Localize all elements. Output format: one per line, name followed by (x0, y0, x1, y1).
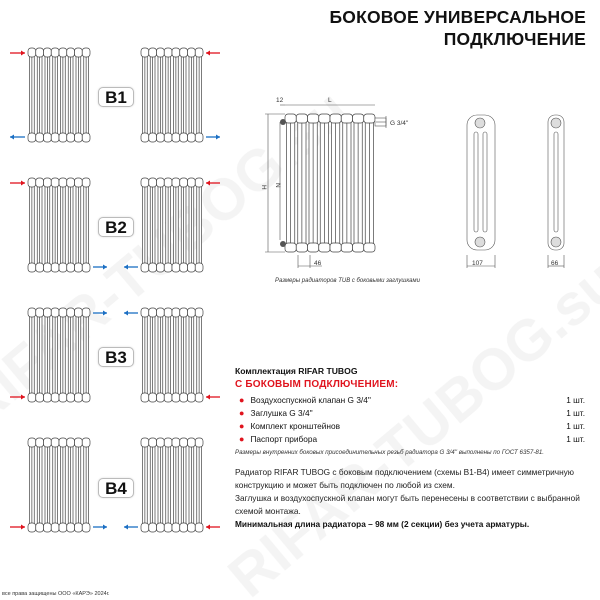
radiator-side-view-107 (467, 115, 495, 268)
description-p1: Радиатор RIFAR TUBOG с боковым подключением (схемы B1-B4) имеет симметричную конструкцию и может быть подключен по любой из схем. (235, 467, 575, 490)
radiator-side-view-66 (548, 115, 564, 268)
scheme-label-b3: B3 (98, 347, 134, 367)
supply-arrow-icon (206, 525, 220, 530)
return-arrow-icon (93, 311, 107, 316)
radiator-right-b4 (141, 438, 203, 532)
drawing-caption: Размеры радиаторов TUB с боковыми заглушками (275, 278, 420, 284)
plug-icon (280, 119, 286, 125)
radiator-right-b2 (141, 178, 203, 272)
scheme-label-b1: B1 (98, 87, 134, 107)
kit-item (235, 393, 585, 406)
scheme-label-b2: B2 (98, 217, 134, 237)
return-arrow-icon (93, 265, 107, 270)
kit-item-name: Заглушка G 3/4'' (250, 407, 313, 418)
dim-107: 107 (472, 260, 483, 267)
dim-46: 46 (314, 260, 322, 267)
dim-12: 12 (276, 97, 284, 104)
title-line-2: ПОДКЛЮЧЕНИЕ (443, 29, 586, 49)
dimension-drawing (240, 90, 600, 280)
bullet-icon: ● (239, 420, 245, 431)
description-p2: Заглушка и воздухоспускной клапан могут быть перенесены в соответствии с выбранной схемой монтажа. (235, 493, 580, 516)
supply-arrow-icon (10, 51, 25, 56)
dim-thread: G 3/4'' (390, 120, 409, 127)
kit-heading: Комплектация RIFAR TUBOG (235, 366, 358, 376)
radiator-right-b3 (141, 308, 203, 402)
kit-item-qty: 1 шт. (566, 407, 585, 418)
kit-item (235, 432, 585, 445)
return-arrow-icon (206, 135, 220, 140)
kit-item-qty: 1 шт. (566, 420, 585, 431)
return-arrow-icon (124, 525, 138, 530)
supply-arrow-icon (10, 525, 25, 530)
copyright: все права защищены ООО «КАРЭ» 2024г. (2, 591, 110, 597)
kit-item-qty: 1 шт. (566, 433, 585, 444)
radiator-left-b3 (28, 308, 90, 402)
radiator-left-b4 (28, 438, 90, 532)
kit-item (235, 419, 585, 432)
kit-item (235, 406, 585, 419)
title-line-1: БОКОВОЕ УНИВЕРСАЛЬНОЕ (329, 7, 586, 27)
supply-arrow-icon (206, 181, 220, 186)
connection-schemes (0, 0, 235, 560)
radiator-right-b1 (141, 48, 203, 142)
bullet-icon: ● (239, 433, 245, 444)
kit-subheading: С БОКОВЫМ ПОДКЛЮЧЕНИЕМ: (235, 379, 399, 390)
plug-icon (280, 241, 286, 247)
kit-item-name: Комплект кронштейнов (250, 420, 341, 431)
kit-section (235, 366, 585, 456)
dim-L: L (328, 97, 332, 104)
return-arrow-icon (124, 265, 138, 270)
page-title (329, 6, 586, 50)
supply-arrow-icon (206, 395, 220, 400)
kit-note: Размеры внутренних боковых присоединительных резьб радиатора G 3/4'' выполнены по ГОСТ 6357-81. (235, 449, 544, 456)
radiator-left-b2 (28, 178, 90, 272)
radiator-front-body (285, 114, 375, 252)
return-arrow-icon (93, 525, 107, 530)
kit-item-name: Воздухоспускной клапан G 3/4'' (250, 394, 372, 405)
supply-arrow-icon (10, 181, 25, 186)
bullet-icon: ● (239, 394, 245, 405)
description (235, 466, 585, 531)
dim-66: 66 (551, 260, 559, 267)
dim-H: H (260, 185, 267, 190)
scheme-label-b4: B4 (98, 478, 134, 498)
supply-arrow-icon (10, 395, 25, 400)
kit-item-name: Паспорт прибора (250, 433, 318, 444)
description-p3: Минимальная длина радиатора – 98 мм (2 секции) без учета арматуры. (235, 519, 530, 529)
kit-item-qty: 1 шт. (566, 394, 585, 405)
return-arrow-icon (124, 311, 138, 316)
radiator-left-b1 (28, 48, 90, 142)
bullet-icon: ● (239, 407, 245, 418)
dim-N: N (274, 183, 281, 188)
supply-arrow-icon (206, 51, 220, 56)
radiator-front-view (280, 114, 386, 252)
return-arrow-icon (10, 135, 25, 140)
